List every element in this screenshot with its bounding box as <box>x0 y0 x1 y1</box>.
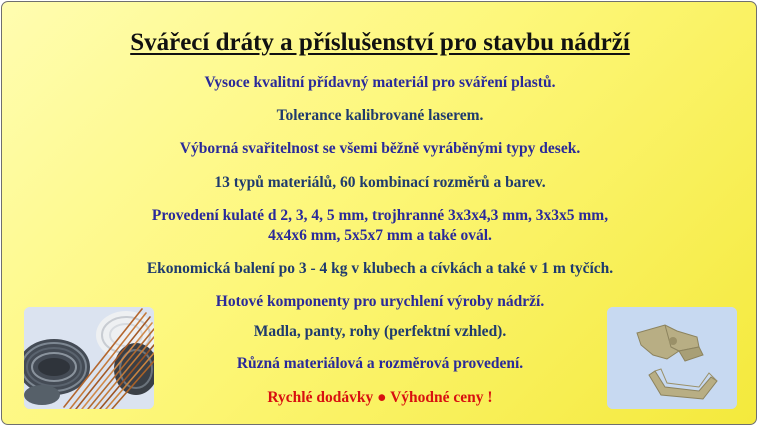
banner-line-2: Tolerance kalibrované laserem. <box>276 107 484 124</box>
banner-line-3: Výborná svařitelnost se všemi běžně vyráběnými typy desek. <box>179 140 581 157</box>
promo-banner <box>1 1 757 425</box>
promo-fast-delivery: Rychlé dodávky <box>267 389 374 406</box>
banner-line-1: Vysoce kvalitní přídavný materiál pro sváření plastů. <box>204 74 556 91</box>
banner-line-6: Ekonomická balení po 3 - 4 kg v klubech a cívkách a také v 1 m tyčích. <box>146 260 614 277</box>
banner-line-7: Hotové komponenty pro urychlení výroby nádrží. <box>215 293 545 310</box>
promo-bullet: ● <box>377 389 387 406</box>
tank-handle-components-icon <box>607 307 737 409</box>
promo-good-prices: Výhodné ceny ! <box>390 389 493 406</box>
welding-wire-coils-and-rods-icon <box>24 307 154 409</box>
banner-line-9: Různá materiálová a rozměrová provedení. <box>236 355 524 372</box>
banner-line-8: Madla, panty, rohy (perfektní vzhled). <box>253 323 507 340</box>
banner-line-4: 13 typů materiálů, 60 kombinací rozměrů a barev. <box>214 174 546 191</box>
banner-line-5b: 4x4x6 mm, 5x5x7 mm a také ovál. <box>268 227 492 244</box>
banner-title: Svářecí dráty a příslušenství pro stavbu nádrží <box>130 29 630 56</box>
banner-line-5a: Provedení kulaté d 2, 3, 4, 5 mm, trojhranné 3x3x4,3 mm, 3x3x5 mm, <box>151 207 609 224</box>
